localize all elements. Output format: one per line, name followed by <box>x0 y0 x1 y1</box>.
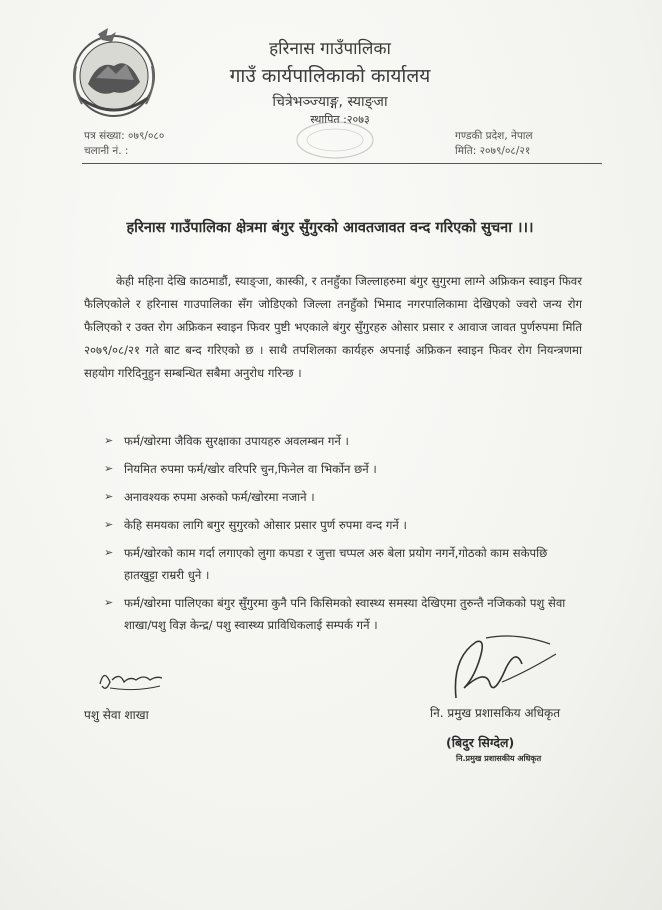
header-office: गाउँ कार्यपालिकाको कार्यालय <box>229 65 431 87</box>
list-item: ➢ नियमित रुपमा फर्म/खोर वरिपरि चुन,फिनेल वा भिर्कोन छर्ने । <box>104 458 584 480</box>
letter-ref-number: पत्र संख्या: ०७९/०८० <box>84 130 165 142</box>
header-established: स्थापित :२०७३ <box>310 113 370 126</box>
letter-date: मिति: २०७९/०८/२१ <box>455 145 531 157</box>
list-item: ➢ अनावश्यक रुपमा अरुको फर्म/खोरमा नजाने । <box>104 486 584 508</box>
instructions-list <box>104 430 584 642</box>
right-sign-label: नि. प्रमुख प्रशासकिय अधिकृत <box>430 706 561 720</box>
header-divider <box>82 163 602 164</box>
list-item: ➢ फर्म/खोरमा पालिएका बंगुर सुँगुरमा कुनै पनि किसिमको स्वास्थ्य समस्या देखिएमा तुरुन्तै नजिकको पशु सेवा शाखा/पशु विज्ञ केन्द्र/ पशु स्वास्थ्य प्राविधिकलाई सम्पर्क गर्ने । <box>104 592 584 636</box>
header-municipality: हरिनास गाउँपालिका <box>269 39 391 59</box>
arrow-bullet-icon: ➢ <box>104 462 114 475</box>
header-location: चित्रेभञ्ज्याङ्ग, स्याङ्जा <box>272 94 388 110</box>
left-signature-icon <box>96 666 166 696</box>
paragraph-text: केही महिना देखि काठमाडौं, स्याङ्जा, कास्की, र तनहुँका जिल्लाहरुमा बंगुर सुगुरमा लाग्ने अफ्रिकन स्वाइन फिवर फैलिएकोले र हरिनास गाउपालिका सँग जोडिएको जिल्ला तनहुँको भिमाद नगरपालिकामा देखिएको ज्वरो जन्य रोग फैलिएको र उक्त रोग अफ्रिकन स्वाइन फिवर पुष्टी भएकाले बंगुर सुँगुरहरु ओसार प्रसार र आवाज जावत पुर्णरुपमा मिति २०७९/०८/२१ गते बाट बन्द गरिएको छ । साथै तपशिलका कार्यहरु अपनाई अफ्रिकन स्वाइन फिवर रोग नियन्त्रणमा सहयोग गरिदिनुहुन सम्बन्धित सबैमा अनुरोध गरिन्छ । <box>84 274 582 380</box>
arrow-bullet-icon: ➢ <box>104 490 114 503</box>
office-stamp-icon <box>290 118 380 162</box>
left-sign-label: पशु सेवा शाखा <box>84 708 149 722</box>
list-item: ➢ केहि समयका लागि बगुर सुगुरको ओसार प्रसार पुर्ण रुपमा वन्द गर्ने । <box>104 514 584 536</box>
arrow-bullet-icon: ➢ <box>104 434 114 447</box>
nepal-emblem-icon <box>68 26 160 122</box>
officer-signature-icon <box>446 628 562 710</box>
list-item: ➢ फर्म/खोरमा जैविक सुरक्षाका उपायहरु अवलम्बन गर्ने । <box>104 430 584 452</box>
list-item: ➢ फर्म/खोरको काम गर्दा लगाएको लुगा कपडा र जुत्ता चप्पल अरु बेला प्रयोग नगर्ने,गोठको काम सकेपछि हातखुट्टा राम्ररी धुने । <box>104 542 584 586</box>
dispatch-number: चलानी नं. : <box>84 145 129 157</box>
officer-title-stamp: नि.प्रमुख प्रशासकीय अधिकृत <box>456 754 542 763</box>
notice-paragraph <box>84 270 582 385</box>
province: गण्डकी प्रदेश, नेपाल <box>455 130 533 142</box>
officer-name-stamp: (बिदुर सिग्देल) <box>446 735 515 750</box>
notice-title: हरिनास गाउँपालिका क्षेत्रमा बंगुर सुँगुरको आवतजावत वन्द गरिएको सुचना ।।। <box>126 220 534 236</box>
arrow-bullet-icon: ➢ <box>104 546 114 559</box>
arrow-bullet-icon: ➢ <box>104 596 114 609</box>
arrow-bullet-icon: ➢ <box>104 518 114 531</box>
